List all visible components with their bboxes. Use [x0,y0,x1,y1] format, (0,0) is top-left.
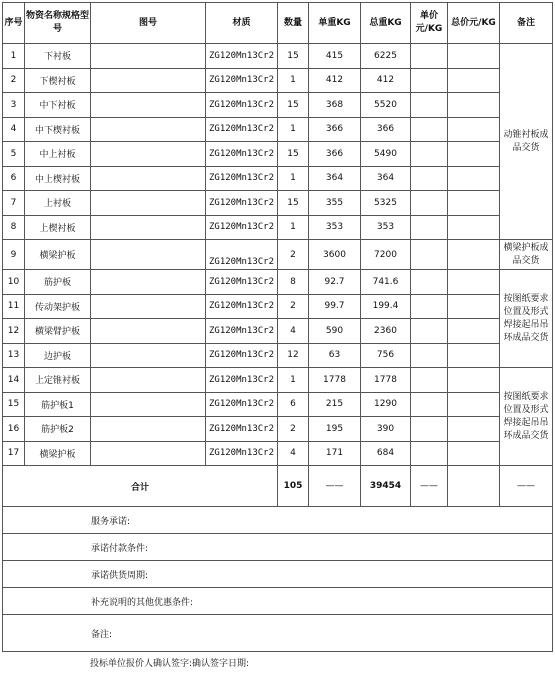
cell-no: 17 [3,441,25,466]
cell-total-weight: 684 [361,441,411,466]
cell-no: 15 [3,392,25,417]
cell-unit-price [411,417,448,442]
cell-no: 4 [3,117,25,142]
cell-qty: 15 [278,44,309,69]
cell-material: ZG120Mn13Cr2 [206,93,278,118]
cell-no: 5 [3,142,25,167]
cell-unit-price [411,166,448,191]
cell-unit-price [411,392,448,417]
cell-drawing [91,270,206,295]
cell-name: 边护板 [25,343,91,368]
cell-material: ZG120Mn13Cr2 [206,166,278,191]
cell-unit-weight: 353 [309,215,361,240]
cell-material: ZG120Mn13Cr2 [206,417,278,442]
table-row [3,191,553,216]
cell-total-weight: 1290 [361,392,411,417]
cell-total-weight: 741.6 [361,270,411,295]
cell-material: ZG120Mn13Cr2 [206,392,278,417]
cell-no: 3 [3,93,25,118]
cell-material: ZG120Mn13Cr2 [206,441,278,466]
cell-no: 10 [3,270,25,295]
cell-material: ZG120Mn13Cr2 [206,142,278,167]
cell-total-weight: 5490 [361,142,411,167]
info-row-payment [3,534,553,561]
header-total-price: 总价元/KG [448,3,500,44]
signature-line: 投标单位报价人确认签字:确认签字日期: [90,659,250,669]
cell-unit-price [411,368,448,393]
cell-total-weight: 7200 [361,240,411,270]
cell-qty: 1 [278,166,309,191]
cell-total-price [448,191,500,216]
cell-qty: 6 [278,392,309,417]
cell-unit-weight: 415 [309,44,361,69]
cell-qty: 15 [278,191,309,216]
cell-unit-price [411,93,448,118]
cell-unit-price [411,142,448,167]
cell-name: 上楔衬板 [25,215,91,240]
cell-qty: 4 [278,441,309,466]
cell-qty: 1 [278,368,309,393]
total-qty: 105 [278,466,309,507]
cell-total-price [448,240,500,270]
header-name: 物资名称规格型号 [25,3,91,44]
info-row-offer [3,588,553,615]
cell-unit-weight: 215 [309,392,361,417]
cell-no: 2 [3,68,25,93]
table-row [3,44,553,69]
table-row [3,441,553,466]
cell-unit-weight: 366 [309,142,361,167]
remark-group-1: 动锥衬板成品交货 [500,44,553,240]
header-no: 序号 [3,3,25,44]
cell-unit-price [411,215,448,240]
cell-total-weight: 6225 [361,44,411,69]
total-label: 合计 [3,466,278,507]
cell-drawing [91,417,206,442]
cell-total-price [448,294,500,319]
info-row-service [3,507,553,534]
cell-name: 横梁护板 [25,240,91,270]
service-commitment: 服务承诺: [3,507,553,534]
cell-no: 16 [3,417,25,442]
cell-total-weight: 5325 [361,191,411,216]
cell-name: 横梁护板 [25,441,91,466]
payment-terms: 承诺付款条件: [3,534,553,561]
cell-qty: 2 [278,240,309,270]
cell-total-weight: 366 [361,117,411,142]
header-row [3,3,553,44]
table-row [3,270,553,295]
cell-drawing [91,215,206,240]
header-unit-weight: 单重KG [309,3,361,44]
cell-total-price [448,417,500,442]
remark-group-2: 横梁护板成品交货 [500,240,553,270]
table-row [3,417,553,442]
cell-no: 7 [3,191,25,216]
cell-drawing [91,294,206,319]
cell-drawing [91,142,206,167]
cell-drawing [91,343,206,368]
cell-unit-price [411,441,448,466]
cell-qty: 1 [278,215,309,240]
table-row [3,166,553,191]
cell-drawing [91,392,206,417]
cell-name: 中下衬板 [25,93,91,118]
cell-total-price [448,368,500,393]
quotation-table [2,2,553,652]
cell-qty: 2 [278,417,309,442]
table-row [3,343,553,368]
table-row [3,240,553,270]
cell-name: 筋护板1 [25,392,91,417]
cell-material: ZG120Mn13Cr2 [206,68,278,93]
header-unit-price: 单价元/KG [411,3,448,44]
remark-group-3: 按图纸要求位置及形式焊接起吊吊环成品交货 [500,270,553,368]
total-unit-weight: —— [309,466,361,507]
cell-total-weight: 412 [361,68,411,93]
delivery-period: 承诺供货周期: [3,561,553,588]
cell-total-price [448,319,500,344]
cell-no: 12 [3,319,25,344]
table-row [3,93,553,118]
cell-qty: 2 [278,294,309,319]
cell-name: 下衬板 [25,44,91,69]
cell-drawing [91,44,206,69]
cell-total-price [448,93,500,118]
header-drawing: 图号 [91,3,206,44]
cell-total-weight: 390 [361,417,411,442]
cell-drawing [91,191,206,216]
cell-unit-price [411,117,448,142]
table-row [3,68,553,93]
cell-total-price [448,215,500,240]
cell-unit-price [411,44,448,69]
cell-name: 下楔衬板 [25,68,91,93]
cell-no: 9 [3,240,25,270]
cell-unit-weight: 355 [309,191,361,216]
cell-drawing [91,68,206,93]
remark-group-4: 按图纸要求位置及形式焊接起吊吊环成品交货 [500,368,553,466]
total-unit-price: —— [411,466,448,507]
cell-unit-weight: 366 [309,117,361,142]
table-row [3,142,553,167]
cell-unit-weight: 195 [309,417,361,442]
cell-no: 14 [3,368,25,393]
cell-unit-weight: 3600 [309,240,361,270]
cell-name: 中上衬板 [25,142,91,167]
cell-qty: 15 [278,142,309,167]
cell-drawing [91,240,206,270]
total-row [3,466,553,507]
cell-drawing [91,166,206,191]
cell-material: ZG120Mn13Cr2 [206,191,278,216]
cell-unit-weight: 412 [309,68,361,93]
info-row-delivery [3,561,553,588]
cell-unit-price [411,294,448,319]
cell-name: 上定锥衬板 [25,368,91,393]
cell-qty: 8 [278,270,309,295]
cell-material: ZG120Mn13Cr2 [206,240,278,270]
cell-material: ZG120Mn13Cr2 [206,319,278,344]
cell-qty: 12 [278,343,309,368]
cell-total-weight: 2360 [361,319,411,344]
cell-total-price [448,166,500,191]
table-row [3,319,553,344]
cell-material: ZG120Mn13Cr2 [206,215,278,240]
cell-name: 中上楔衬板 [25,166,91,191]
cell-total-price [448,392,500,417]
cell-total-price [448,142,500,167]
total-weight: 39454 [361,466,411,507]
cell-unit-weight: 99.7 [309,294,361,319]
cell-no: 6 [3,166,25,191]
cell-name: 筋护板2 [25,417,91,442]
cell-unit-price [411,68,448,93]
cell-no: 8 [3,215,25,240]
info-row-remark [3,615,553,652]
header-remark: 备注 [500,3,553,44]
cell-name: 中下楔衬板 [25,117,91,142]
cell-no: 1 [3,44,25,69]
cell-unit-weight: 92.7 [309,270,361,295]
cell-name: 传动架护板 [25,294,91,319]
table-row [3,117,553,142]
other-offers: 补充说明的其他优惠条件: [3,588,553,615]
cell-material: ZG120Mn13Cr2 [206,368,278,393]
cell-unit-price [411,319,448,344]
cell-no: 11 [3,294,25,319]
cell-drawing [91,441,206,466]
cell-total-weight: 1778 [361,368,411,393]
cell-unit-weight: 63 [309,343,361,368]
table-row [3,215,553,240]
header-qty: 数量 [278,3,309,44]
info-remark: 备注: [3,615,553,652]
cell-material: ZG120Mn13Cr2 [206,343,278,368]
cell-total-price [448,343,500,368]
cell-unit-price [411,191,448,216]
table-row [3,392,553,417]
cell-no: 13 [3,343,25,368]
table-row [3,294,553,319]
cell-total-price [448,44,500,69]
cell-unit-weight: 590 [309,319,361,344]
cell-drawing [91,93,206,118]
cell-material: ZG120Mn13Cr2 [206,270,278,295]
cell-total-weight: 5520 [361,93,411,118]
cell-material: ZG120Mn13Cr2 [206,44,278,69]
total-remark: —— [500,466,553,507]
total-price [448,466,500,507]
cell-drawing [91,319,206,344]
cell-drawing [91,368,206,393]
cell-unit-price [411,343,448,368]
cell-unit-weight: 364 [309,166,361,191]
cell-total-weight: 364 [361,166,411,191]
cell-qty: 4 [278,319,309,344]
cell-total-weight: 756 [361,343,411,368]
cell-name: 上衬板 [25,191,91,216]
header-total-weight: 总重KG [361,3,411,44]
header-material: 材质 [206,3,278,44]
cell-unit-weight: 171 [309,441,361,466]
cell-total-price [448,270,500,295]
cell-total-weight: 199.4 [361,294,411,319]
cell-qty: 1 [278,68,309,93]
cell-material: ZG120Mn13Cr2 [206,294,278,319]
cell-total-price [448,441,500,466]
cell-total-price [448,68,500,93]
cell-unit-weight: 368 [309,93,361,118]
cell-total-weight: 353 [361,215,411,240]
cell-qty: 15 [278,93,309,118]
table-row [3,368,553,393]
cell-total-price [448,117,500,142]
cell-unit-price [411,240,448,270]
cell-qty: 1 [278,117,309,142]
cell-unit-price [411,270,448,295]
cell-name: 横梁臂护板 [25,319,91,344]
cell-drawing [91,117,206,142]
cell-material: ZG120Mn13Cr2 [206,117,278,142]
cell-unit-weight: 1778 [309,368,361,393]
cell-name: 筋护板 [25,270,91,295]
